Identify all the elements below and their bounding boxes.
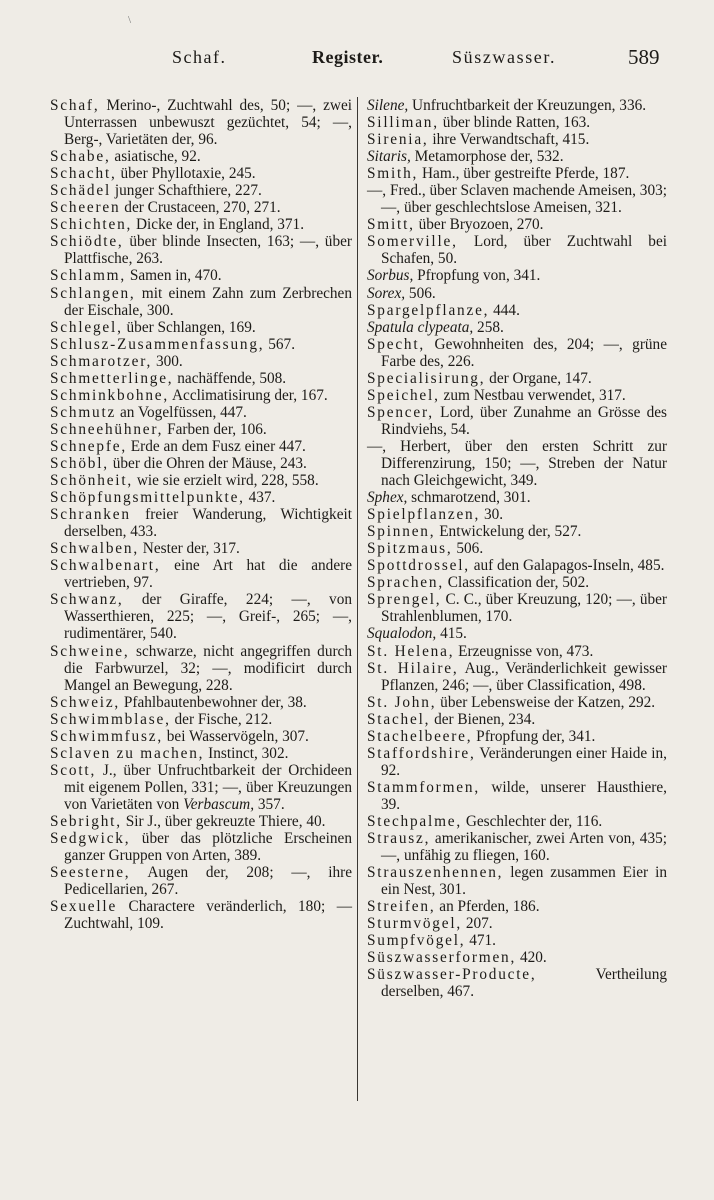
index-entry xyxy=(367,489,667,506)
index-headword: Schlegel, xyxy=(50,318,123,336)
index-headword: Schmarotzer, xyxy=(50,352,153,370)
index-entry xyxy=(367,557,667,574)
index-headword: Sturmvögel, xyxy=(367,915,463,933)
index-entry-text: Dicke der, in England, 371. xyxy=(132,216,305,234)
index-headword: Schwimmfusz, xyxy=(50,727,163,745)
running-head-left: Schaf. xyxy=(172,47,227,67)
index-headword: Stechpalme, xyxy=(367,812,462,830)
index-entry-text: nachäffende, 508. xyxy=(173,369,287,387)
index-entry-text: der Crustaceen, 270, 271. xyxy=(120,199,281,217)
index-entry-text: der Fische, 212. xyxy=(170,710,273,728)
index-entry-text: Erde an dem Fusz einer 447. xyxy=(126,437,306,455)
index-headword: Schmutz xyxy=(50,403,117,421)
index-entry-text: über die Ohren der Mäuse, 243. xyxy=(108,454,307,472)
index-entry-text: Charactere veränderlich, 180; — Zuchtwahl, 109. xyxy=(64,898,352,933)
index-entry-text: Entwickelung der, 527. xyxy=(435,523,582,541)
index-entry-text: ihre Verwandtschaft, 415. xyxy=(428,131,590,149)
index-entry xyxy=(50,148,352,165)
index-entry-text: der Giraffe, 224; —, von Wasserthieren, 225; —, Greif-, 265; —, rudimentärer, 540. xyxy=(64,591,352,643)
index-entry-text: Farben der, 106. xyxy=(163,420,267,438)
index-entry xyxy=(50,557,352,591)
index-column-right xyxy=(367,97,667,1000)
index-entry xyxy=(367,540,667,557)
index-entry xyxy=(367,387,667,404)
index-entry-text: über blinde Ratten, 163. xyxy=(438,114,591,132)
index-headword: Sumpfvögel, xyxy=(367,932,466,950)
index-headword: Süszwasser-Producte, xyxy=(367,966,537,984)
index-entry xyxy=(367,625,667,642)
index-entry-text: schwarze, nicht angegriffen durch die Farbwurzel, 32; —, modificirt durch Mangel an Bewegung, 228. xyxy=(64,642,352,694)
index-headword: Spottdrossel, xyxy=(367,557,470,575)
index-entry-text: 506. xyxy=(405,284,436,302)
index-headword: Schwalbenart, xyxy=(50,557,161,575)
index-entry xyxy=(50,472,352,489)
index-entry-text: freier Wanderung, Wichtigkeit derselben, 433. xyxy=(64,506,352,541)
index-entry xyxy=(367,898,667,915)
index-headword: Scott, xyxy=(50,761,97,779)
index-entry xyxy=(50,387,352,404)
index-headword: Strauszenhennen, xyxy=(367,864,504,882)
index-italic-term: Spatula clypeata, xyxy=(367,318,474,336)
index-entry-text: 437. xyxy=(244,489,276,507)
index-headword: Schwimmblase, xyxy=(50,710,171,728)
index-entry xyxy=(50,489,352,506)
index-entry-text: Ham., über gestreifte Pferde, 187. xyxy=(418,165,630,183)
index-italic-term: Silene, xyxy=(367,97,409,114)
index-entry xyxy=(367,319,667,336)
index-entry xyxy=(50,267,352,284)
index-headword: Somerville, xyxy=(367,233,458,251)
index-entry xyxy=(367,285,667,302)
index-entry xyxy=(50,216,352,233)
index-entry-text: auf den Galapagos-Inseln, 485. xyxy=(469,557,665,575)
index-entry-text: bei Wasservögeln, 307. xyxy=(162,727,309,745)
index-entry xyxy=(367,523,667,540)
index-entry xyxy=(367,966,667,1000)
index-entry xyxy=(367,506,667,523)
index-entry-text: wilde, unserer Hausthiere, 39. xyxy=(381,778,667,813)
index-entry-text: der Bienen, 234. xyxy=(430,710,536,728)
index-entry xyxy=(50,199,352,216)
index-italic-term: Squalodon, xyxy=(367,625,437,643)
index-headword: Schlusz-Zusammenfassung, xyxy=(50,335,265,353)
index-headword: Schaf, xyxy=(50,97,100,114)
index-entry xyxy=(50,540,352,557)
index-headword: Scheeren xyxy=(50,199,121,217)
index-headword: Schranken xyxy=(50,506,131,524)
index-entry-text: 420. xyxy=(516,949,547,967)
index-headword: Schmetterlinge, xyxy=(50,369,174,387)
index-entry-text: schmarotzend, 301. xyxy=(407,489,531,507)
index-entry-text: Classification der, 502. xyxy=(443,574,590,592)
index-entry xyxy=(50,762,352,813)
index-entry xyxy=(50,285,352,319)
index-entry-text: Gewohnheiten des, 204; —, grüne Farbe des, 226. xyxy=(381,335,667,370)
index-entry xyxy=(367,114,667,131)
index-entry-text: 567. xyxy=(264,335,296,353)
index-headword: Spielpflanzen, xyxy=(367,506,481,524)
index-entry-text: zum Nestbau verwendet, 317. xyxy=(439,386,626,404)
index-headword: Schabe, xyxy=(50,148,111,166)
index-headword: Schichten, xyxy=(50,216,133,234)
index-entry xyxy=(50,165,352,182)
index-headword: Sedgwick, xyxy=(50,830,131,848)
index-entry xyxy=(367,148,667,165)
index-entry xyxy=(367,932,667,949)
index-headword: Sprengel, xyxy=(367,591,442,609)
index-entry-text: —, Fred., über Sclaven machende Ameisen, 303; —, über geschlechtslose Ameisen, 321. xyxy=(367,182,667,217)
index-headword: Stammformen, xyxy=(367,778,480,796)
index-italic-term: Verbascum, xyxy=(183,795,255,813)
index-headword: Smith, xyxy=(367,165,419,183)
index-entry xyxy=(367,233,667,267)
index-entry-text: an Pferden, 186. xyxy=(435,898,540,916)
index-entry-text: Lord, über Zuchtwahl bei Schafen, 50. xyxy=(381,233,667,268)
index-headword: Schlamm, xyxy=(50,267,127,285)
index-entry-text: J., über Unfruchtbarkeit der Orchideen mit eigenem Pollen, 331; —, über Kreuzungen von Varietäten von xyxy=(64,761,352,813)
index-entry xyxy=(50,591,352,642)
index-entry-text: asiatische, 92. xyxy=(110,148,201,166)
running-head-title: Register. xyxy=(312,47,384,67)
index-entry xyxy=(50,506,352,540)
index-entry xyxy=(50,421,352,438)
stray-mark: \ xyxy=(128,14,132,26)
index-entry-text: Pfropfung von, 341. xyxy=(413,267,541,285)
index-entry xyxy=(367,302,667,319)
index-entry xyxy=(367,404,667,438)
index-entry-text: Merino-, Zuchtwahl des, 50; —, zwei Unterrassen unbewuszt gezüchtet, 54; —, Berg-, Varietäten der, 96. xyxy=(64,97,352,149)
index-entry-text: über Bryozoen, 270. xyxy=(414,216,544,234)
index-entry-text: legen zusammen Eier in ein Nest, 301. xyxy=(381,864,667,899)
index-entry-text: eine Art hat die andere vertrieben, 97. xyxy=(64,557,352,592)
index-column-left xyxy=(50,97,352,932)
index-headword: Sirenia, xyxy=(367,131,429,149)
index-italic-term: Sorbus, xyxy=(367,267,414,285)
index-entry-text: 444. xyxy=(489,301,520,319)
index-headword: Sprachen, xyxy=(367,574,444,592)
index-headword: Sebright, xyxy=(50,812,122,830)
running-head-right: Süszwasser. xyxy=(452,47,557,67)
index-entry xyxy=(50,319,352,336)
index-entry xyxy=(367,267,667,284)
index-headword: St. Hilaire, xyxy=(367,659,459,677)
index-headword: Schädel xyxy=(50,182,112,200)
index-headword: Schwalben, xyxy=(50,540,139,558)
index-entry xyxy=(50,438,352,455)
index-headword: Schminkbohne, xyxy=(50,386,169,404)
index-entry xyxy=(367,574,667,591)
index-headword: Sexuelle xyxy=(50,898,118,916)
index-entry xyxy=(50,336,352,353)
index-headword: Specht, xyxy=(367,335,426,353)
index-entry xyxy=(367,694,667,711)
index-headword: Stachel, xyxy=(367,710,431,728)
index-entry xyxy=(50,370,352,387)
index-entry-text: über Lebensweise der Katzen, 292. xyxy=(436,693,656,711)
index-entry-text: wie sie erzielt wird, 228, 558. xyxy=(133,472,319,490)
index-headword: St. John, xyxy=(367,693,437,711)
index-entry xyxy=(367,830,667,864)
index-headword: Speichel, xyxy=(367,386,440,404)
index-entry xyxy=(50,182,352,199)
index-entry-text: Nester der, 317. xyxy=(138,540,240,558)
index-entry-text: Erzeugnisse von, 473. xyxy=(454,642,594,660)
index-entry xyxy=(50,864,352,898)
index-entry xyxy=(367,182,667,216)
index-entry xyxy=(50,455,352,472)
index-entry-text: junger Schafthiere, 227. xyxy=(111,182,262,200)
index-entry-text: über Phyllotaxie, 245. xyxy=(116,165,256,183)
index-headword: Schweiz, xyxy=(50,693,121,711)
index-entry xyxy=(367,131,667,148)
index-headword: Schöbl, xyxy=(50,454,109,472)
index-headword: Sclaven zu machen, xyxy=(50,744,205,762)
index-headword: Schnepfe, xyxy=(50,437,127,455)
index-entry xyxy=(367,165,667,182)
index-entry-text: 357. xyxy=(254,795,285,813)
index-headword: Schneehühner, xyxy=(50,420,164,438)
index-entry xyxy=(50,233,352,267)
index-entry-text: Metamorphose der, 532. xyxy=(410,148,564,166)
index-entry xyxy=(50,643,352,694)
index-entry-text: 506. xyxy=(452,540,484,558)
index-entry-text: mit einem Zahn zum Zerbrechen der Eischale, 300. xyxy=(64,284,352,319)
index-entry xyxy=(50,813,352,830)
index-entry-text: Unfruchtbarkeit der Kreuzungen, 336. xyxy=(408,97,647,114)
index-entry-text: 471. xyxy=(465,932,496,950)
index-headword: Spitzmaus, xyxy=(367,540,453,558)
index-headword: Smitt, xyxy=(367,216,415,234)
index-entry xyxy=(367,915,667,932)
index-headword: Schlangen, xyxy=(50,284,136,302)
index-entry-text: Pfropfung der, 341. xyxy=(472,727,596,745)
index-entry-text: 30. xyxy=(480,506,504,524)
index-headword: Streifen, xyxy=(367,898,436,916)
index-entry-text: 300. xyxy=(152,352,183,370)
index-entry-text: Lord, über Zunahme an Grösse des Rindviehs, 54. xyxy=(381,403,667,438)
index-entry-text: über blinde Insecten, 163; —, über Plattfische, 263. xyxy=(64,233,352,268)
index-entry-text: —, Herbert, über den ersten Schritt zur Differenzirung, 150; —, Streben der Natur nach Gleichgewicht, 349. xyxy=(367,437,667,490)
index-entry xyxy=(367,370,667,387)
index-entry-text: 258. xyxy=(473,318,504,336)
index-headword: Specialisirung, xyxy=(367,369,486,387)
index-entry-text: Vertheilung derselben, 467. xyxy=(381,966,667,1001)
index-entry xyxy=(50,898,352,932)
index-entry-text: Samen in, 470. xyxy=(126,267,222,285)
index-entry xyxy=(367,216,667,233)
index-italic-term: Sorex, xyxy=(367,284,406,302)
index-headword: Seesterne, xyxy=(50,864,131,882)
index-entry xyxy=(50,711,352,728)
index-entry-text: 207. xyxy=(462,915,493,933)
index-entry xyxy=(367,864,667,898)
index-entry-text: Acclimatisirung der, 167. xyxy=(169,386,328,404)
index-entry-text: an Vogelfüssen, 447. xyxy=(116,403,247,421)
index-headword: Stachelbeere, xyxy=(367,727,473,745)
index-entry xyxy=(367,711,667,728)
index-headword: Süszwasserformen, xyxy=(367,949,517,967)
index-entry-text: Augen der, 208; —, ihre Pedicellarien, 267. xyxy=(64,864,352,899)
index-entry-text: Veränderungen einer Haide in, 92. xyxy=(381,744,667,779)
index-entry xyxy=(367,336,667,370)
index-entry xyxy=(50,728,352,745)
index-entry-text: Aug., Veränderlichkeit gewisser Pflanzen, 246; —, über Classification, 498. xyxy=(381,659,667,694)
index-entry-text: der Organe, 147. xyxy=(485,369,592,387)
index-headword: St. Helena, xyxy=(367,642,455,660)
page-number: 589 xyxy=(628,45,660,69)
index-entry xyxy=(367,438,667,489)
index-entry xyxy=(367,728,667,745)
index-headword: Schiödte, xyxy=(50,233,124,251)
index-entry-text: über Schlangen, 169. xyxy=(122,318,256,336)
index-entry xyxy=(50,745,352,762)
index-entry xyxy=(367,813,667,830)
index-entry xyxy=(50,353,352,370)
index-headword: Schöpfungsmittelpunkte, xyxy=(50,489,245,507)
index-headword: Staffordshire, xyxy=(367,744,476,762)
index-entry xyxy=(50,694,352,711)
column-divider xyxy=(357,97,358,1101)
index-headword: Spencer, xyxy=(367,403,434,421)
index-headword: Schacht, xyxy=(50,165,117,183)
index-entry xyxy=(367,660,667,694)
index-entry-text: Sir J., über gekreuzte Thiere, 40. xyxy=(121,812,326,830)
index-entry-text: über das plötzliche Erscheinen ganzer Gruppen von Arten, 389. xyxy=(64,830,352,865)
index-italic-term: Sphex, xyxy=(367,489,408,507)
index-headword: Spinnen, xyxy=(367,523,436,541)
index-entry-text: amerikanischer, zwei Arten von, 435; —, unfähig zu fliegen, 160. xyxy=(381,830,667,865)
index-entry xyxy=(50,404,352,421)
index-italic-term: Sitaris, xyxy=(367,148,411,166)
index-entry-text: Pfahlbautenbewohner der, 38. xyxy=(120,693,307,711)
index-entry xyxy=(367,643,667,660)
index-entry xyxy=(367,591,667,625)
index-entry-text: 415. xyxy=(436,625,467,643)
index-headword: Schweine, xyxy=(50,642,130,660)
index-entry-text: C. C., über Kreuzung, 120; —, über Strahlenblumen, 170. xyxy=(381,591,667,626)
index-entry xyxy=(50,97,352,148)
index-entry xyxy=(367,97,667,114)
index-headword: Strausz, xyxy=(367,830,431,848)
index-entry-text: Geschlechter der, 116. xyxy=(462,812,603,830)
index-headword: Schwanz, xyxy=(50,591,124,609)
index-entry xyxy=(50,830,352,864)
index-headword: Silliman, xyxy=(367,114,439,132)
index-entry xyxy=(367,949,667,966)
index-entry-text: Instinct, 302. xyxy=(204,744,289,762)
index-headword: Schönheit, xyxy=(50,472,134,490)
index-entry xyxy=(367,779,667,813)
index-headword: Spargelpflanze, xyxy=(367,301,490,319)
index-entry xyxy=(367,745,667,779)
